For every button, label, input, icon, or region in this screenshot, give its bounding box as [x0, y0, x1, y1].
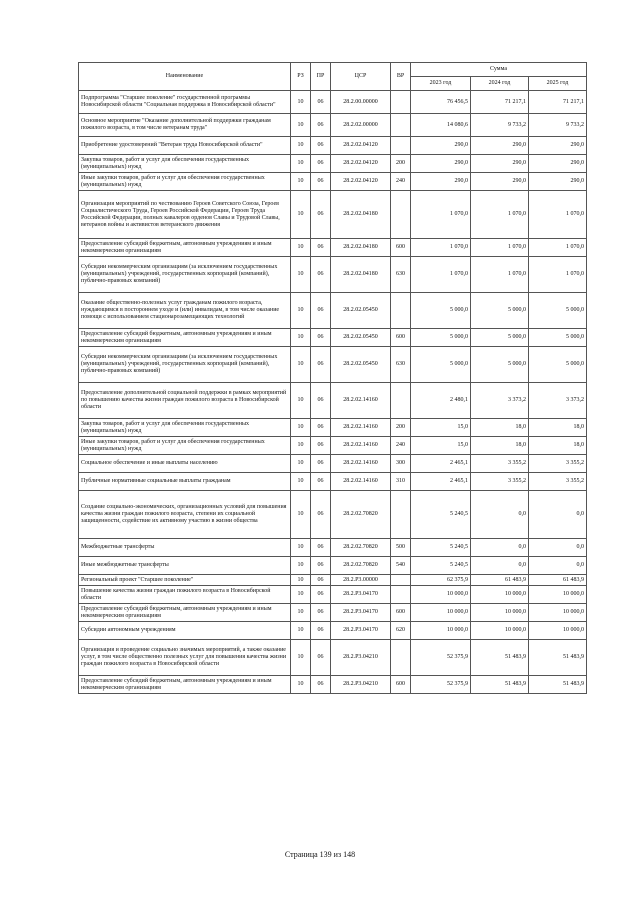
table-row: [79, 257, 587, 293]
page-number: Страница 139 из 148: [284, 850, 356, 859]
cell-csr: 28.2.P3.04170: [331, 604, 391, 622]
cell-pr: 06: [311, 293, 331, 329]
table-row: [79, 575, 587, 586]
cell-vr: [391, 191, 411, 239]
cell-rz: 10: [291, 473, 311, 491]
cell-name: Предоставление субсидий бюджетным, автономным учреждениям и иным некоммерческим организациям: [79, 239, 291, 257]
cell-pr: 06: [311, 329, 331, 347]
cell-pr: 06: [311, 586, 331, 604]
header-year-2023: 2023 год: [411, 77, 471, 91]
cell-csr: 28.2.02.00000: [331, 114, 391, 137]
cell-2023: 5 240,5: [411, 557, 471, 575]
cell-csr: 28.2.P3.00000: [331, 575, 391, 586]
cell-2024: 71 217,1: [471, 91, 529, 114]
cell-pr: 06: [311, 557, 331, 575]
cell-2025: 10 000,0: [529, 604, 587, 622]
cell-vr: 240: [391, 437, 411, 455]
cell-2023: 52 375,9: [411, 640, 471, 676]
header-vr: ВР: [391, 63, 411, 91]
cell-2025: 1 070,0: [529, 191, 587, 239]
cell-2025: 290,0: [529, 173, 587, 191]
cell-vr: [391, 114, 411, 137]
cell-2024: 290,0: [471, 155, 529, 173]
header-year-2024: 2024 год: [471, 77, 529, 91]
cell-csr: 28.2.02.70820: [331, 539, 391, 557]
cell-pr: 06: [311, 455, 331, 473]
cell-vr: [391, 640, 411, 676]
cell-vr: 310: [391, 473, 411, 491]
cell-rz: 10: [291, 491, 311, 539]
cell-vr: 600: [391, 604, 411, 622]
cell-name: Подпрограмма "Старшее поколение" государственной программы Новосибирской области "Социальная поддержка в Новосибирской области": [79, 91, 291, 114]
cell-2025: 1 070,0: [529, 239, 587, 257]
cell-pr: 06: [311, 491, 331, 539]
cell-2025: 1 070,0: [529, 257, 587, 293]
cell-name: Публичные нормативные социальные выплаты гражданам: [79, 473, 291, 491]
cell-2025: 10 000,0: [529, 586, 587, 604]
cell-pr: 06: [311, 437, 331, 455]
header-csr: ЦСР: [331, 63, 391, 91]
header-sum: Сумма: [411, 63, 587, 77]
cell-vr: [391, 91, 411, 114]
cell-csr: 28.2.P3.04210: [331, 640, 391, 676]
cell-name: Организация и проведение социально значимых мероприятий, а также оказание услуг, в том числе общественно полезных услуг для повышения качества жизни граждан пожилого возраста в Новосибирской области: [79, 640, 291, 676]
cell-2023: 2 465,1: [411, 473, 471, 491]
cell-pr: 06: [311, 383, 331, 419]
table-row: [79, 676, 587, 694]
cell-2023: 2 480,1: [411, 383, 471, 419]
table-row: [79, 586, 587, 604]
cell-rz: 10: [291, 586, 311, 604]
table-body: [79, 91, 587, 694]
table-row: [79, 329, 587, 347]
cell-2024: 0,0: [471, 557, 529, 575]
cell-2024: 5 000,0: [471, 347, 529, 383]
table-row: [79, 293, 587, 329]
cell-rz: 10: [291, 676, 311, 694]
cell-rz: 10: [291, 257, 311, 293]
cell-csr: 28.2.02.14160: [331, 473, 391, 491]
cell-2023: 15,0: [411, 419, 471, 437]
cell-2024: 10 000,0: [471, 586, 529, 604]
cell-2023: 5 240,5: [411, 491, 471, 539]
cell-2024: 10 000,0: [471, 604, 529, 622]
cell-2025: 0,0: [529, 539, 587, 557]
cell-csr: 28.2.02.05450: [331, 329, 391, 347]
cell-name: Иные закупки товаров, работ и услуг для обеспечения государственных (муниципальных) нужд: [79, 437, 291, 455]
cell-vr: 630: [391, 347, 411, 383]
table-row: [79, 640, 587, 676]
cell-2024: 51 483,9: [471, 640, 529, 676]
cell-2024: 3 373,2: [471, 383, 529, 419]
cell-pr: 06: [311, 347, 331, 383]
cell-rz: 10: [291, 557, 311, 575]
cell-name: Повышение качества жизни граждан пожилого возраста в Новосибирской области: [79, 586, 291, 604]
cell-2023: 10 000,0: [411, 586, 471, 604]
table-row: [79, 137, 587, 155]
cell-pr: 06: [311, 191, 331, 239]
cell-name: Оказание общественно-полезных услуг гражданам пожилого возраста, нуждающимся в постороннем уходе и (или) инвалидам, в том числе оказание помощи с использованием стационарозамещающих технологий: [79, 293, 291, 329]
cell-2023: 10 000,0: [411, 622, 471, 640]
cell-name: Предоставление дополнительной социальной поддержки в рамках мероприятий по повышению качества жизни граждан пожилого возраста в Новосибирской области: [79, 383, 291, 419]
cell-rz: 10: [291, 539, 311, 557]
cell-2025: 51 483,9: [529, 640, 587, 676]
cell-2023: 14 080,6: [411, 114, 471, 137]
cell-2023: 2 465,1: [411, 455, 471, 473]
cell-2024: 1 070,0: [471, 239, 529, 257]
table-row: [79, 91, 587, 114]
cell-name: Субсидии некоммерческим организациям (за исключением государственных (муниципальных) учреждений, государственных корпораций (компаний), публично-правовых компаний): [79, 257, 291, 293]
cell-2024: 3 355,2: [471, 455, 529, 473]
cell-csr: 28.2.02.70820: [331, 491, 391, 539]
cell-vr: 200: [391, 419, 411, 437]
table-row: [79, 557, 587, 575]
cell-2024: 9 733,2: [471, 114, 529, 137]
cell-pr: 06: [311, 622, 331, 640]
cell-csr: 28.2.00.00000: [331, 91, 391, 114]
cell-rz: 10: [291, 455, 311, 473]
header-year-2025: 2025 год: [529, 77, 587, 91]
cell-2025: 5 000,0: [529, 329, 587, 347]
table-row: [79, 191, 587, 239]
cell-vr: 630: [391, 257, 411, 293]
cell-csr: 28.2.02.14160: [331, 455, 391, 473]
cell-csr: 28.2.02.04180: [331, 191, 391, 239]
cell-rz: 10: [291, 604, 311, 622]
cell-2023: 10 000,0: [411, 604, 471, 622]
cell-csr: 28.2.P3.04210: [331, 676, 391, 694]
cell-2025: 5 000,0: [529, 347, 587, 383]
cell-rz: 10: [291, 155, 311, 173]
table-row: [79, 539, 587, 557]
cell-2025: 3 355,2: [529, 455, 587, 473]
cell-csr: 28.2.02.04180: [331, 257, 391, 293]
cell-rz: 10: [291, 137, 311, 155]
cell-vr: [391, 575, 411, 586]
cell-2024: 10 000,0: [471, 622, 529, 640]
cell-vr: 300: [391, 455, 411, 473]
cell-name: Региональный проект "Старшее поколение": [79, 575, 291, 586]
cell-vr: [391, 586, 411, 604]
cell-name: Предоставление субсидий бюджетным, автономным учреждениям и иным некоммерческим организациям: [79, 676, 291, 694]
cell-name: Социальное обеспечение и иные выплаты населению: [79, 455, 291, 473]
cell-pr: 06: [311, 91, 331, 114]
cell-csr: 28.2.02.05450: [331, 293, 391, 329]
cell-pr: 06: [311, 575, 331, 586]
cell-vr: [391, 491, 411, 539]
cell-2023: 5 000,0: [411, 347, 471, 383]
cell-vr: 500: [391, 539, 411, 557]
table-row: [79, 419, 587, 437]
cell-2024: 51 483,9: [471, 676, 529, 694]
cell-2024: 0,0: [471, 491, 529, 539]
cell-2024: 290,0: [471, 137, 529, 155]
cell-2023: 52 375,9: [411, 676, 471, 694]
cell-2023: 76 456,5: [411, 91, 471, 114]
table-row: [79, 114, 587, 137]
cell-name: Предоставление субсидий бюджетным, автономным учреждениям и иным некоммерческим организациям: [79, 604, 291, 622]
cell-rz: 10: [291, 329, 311, 347]
cell-name: Иные закупки товаров, работ и услуг для обеспечения государственных (муниципальных) нужд: [79, 173, 291, 191]
cell-vr: 620: [391, 622, 411, 640]
cell-pr: 06: [311, 539, 331, 557]
cell-name: Приобретение удостоверений "Ветеран труда Новосибирской области": [79, 137, 291, 155]
cell-2023: 5 000,0: [411, 329, 471, 347]
cell-2024: 61 483,9: [471, 575, 529, 586]
cell-2024: 5 000,0: [471, 293, 529, 329]
cell-rz: 10: [291, 173, 311, 191]
cell-2024: 1 070,0: [471, 191, 529, 239]
cell-2023: 1 070,0: [411, 239, 471, 257]
cell-name: Основное мероприятие "Оказание дополнительной поддержки гражданам пожилого возраста, в том числе ветеранам труда": [79, 114, 291, 137]
table-row: [79, 491, 587, 539]
cell-csr: 28.2.P3.04170: [331, 586, 391, 604]
cell-rz: 10: [291, 575, 311, 586]
cell-rz: 10: [291, 191, 311, 239]
cell-pr: 06: [311, 239, 331, 257]
cell-2025: 0,0: [529, 491, 587, 539]
cell-csr: 28.2.02.04120: [331, 137, 391, 155]
cell-name: Иные межбюджетные трансферты: [79, 557, 291, 575]
table-row: [79, 604, 587, 622]
cell-rz: 10: [291, 437, 311, 455]
cell-pr: 06: [311, 604, 331, 622]
cell-csr: 28.2.02.04120: [331, 155, 391, 173]
cell-vr: 240: [391, 173, 411, 191]
cell-rz: 10: [291, 640, 311, 676]
cell-rz: 10: [291, 114, 311, 137]
cell-pr: 06: [311, 676, 331, 694]
cell-pr: 06: [311, 257, 331, 293]
cell-csr: 28.2.02.14160: [331, 383, 391, 419]
cell-2023: 5 240,5: [411, 539, 471, 557]
cell-2024: 5 000,0: [471, 329, 529, 347]
cell-2024: 290,0: [471, 173, 529, 191]
cell-name: Предоставление субсидий бюджетным, автономным учреждениям и иным некоммерческим организациям: [79, 329, 291, 347]
cell-2023: 290,0: [411, 173, 471, 191]
cell-2023: 1 070,0: [411, 191, 471, 239]
cell-2025: 3 355,2: [529, 473, 587, 491]
cell-2024: 3 355,2: [471, 473, 529, 491]
cell-csr: 28.2.02.04180: [331, 239, 391, 257]
cell-csr: 28.2.P3.04170: [331, 622, 391, 640]
cell-pr: 06: [311, 155, 331, 173]
cell-2025: 10 000,0: [529, 622, 587, 640]
budget-table: [78, 62, 587, 694]
cell-name: Субсидии некоммерческим организациям (за исключением государственных (муниципальных) учреждений, государственных корпораций (компаний), публично-правовых компаний): [79, 347, 291, 383]
cell-2023: 290,0: [411, 155, 471, 173]
cell-2023: 290,0: [411, 137, 471, 155]
cell-csr: 28.2.02.04120: [331, 173, 391, 191]
cell-vr: 200: [391, 155, 411, 173]
cell-csr: 28.2.02.14160: [331, 437, 391, 455]
cell-name: Субсидии автономным учреждениям: [79, 622, 291, 640]
cell-2025: 51 483,9: [529, 676, 587, 694]
cell-2023: 15,0: [411, 437, 471, 455]
cell-2025: 9 733,2: [529, 114, 587, 137]
cell-pr: 06: [311, 473, 331, 491]
cell-pr: 06: [311, 114, 331, 137]
cell-name: Закупка товаров, работ и услуг для обеспечения государственных (муниципальных) нужд: [79, 419, 291, 437]
cell-2023: 1 070,0: [411, 257, 471, 293]
table-row: [79, 347, 587, 383]
cell-csr: 28.2.02.14160: [331, 419, 391, 437]
table-row: [79, 437, 587, 455]
cell-pr: 06: [311, 419, 331, 437]
table-row: [79, 455, 587, 473]
cell-2025: 71 217,1: [529, 91, 587, 114]
cell-pr: 06: [311, 137, 331, 155]
cell-vr: 600: [391, 329, 411, 347]
cell-2023: 62 375,9: [411, 575, 471, 586]
cell-rz: 10: [291, 383, 311, 419]
cell-2025: 0,0: [529, 557, 587, 575]
cell-csr: 28.2.02.70820: [331, 557, 391, 575]
cell-2025: 18,0: [529, 419, 587, 437]
cell-2024: 0,0: [471, 539, 529, 557]
cell-name: Межбюджетные трансферты: [79, 539, 291, 557]
table-row: [79, 383, 587, 419]
table-header: [79, 63, 587, 91]
table-row: [79, 173, 587, 191]
cell-vr: 540: [391, 557, 411, 575]
header-rz: РЗ: [291, 63, 311, 91]
cell-2024: 1 070,0: [471, 257, 529, 293]
cell-vr: [391, 293, 411, 329]
table-row: [79, 239, 587, 257]
cell-vr: 600: [391, 239, 411, 257]
cell-2025: 18,0: [529, 437, 587, 455]
cell-2025: 290,0: [529, 137, 587, 155]
table-row: [79, 155, 587, 173]
cell-2025: 290,0: [529, 155, 587, 173]
cell-name: Создание социально-экономических, организационных условий для повышения качества жизни граждан пожилого возраста, степени их социальной защищенности, содействие их активному участию в жизни общества: [79, 491, 291, 539]
cell-2023: 5 000,0: [411, 293, 471, 329]
header-name: Наименование: [79, 63, 291, 91]
cell-name: Организация мероприятий по чествованию Героев Советского Союза, Героев Социалистического Труда, Героев Российской Федерации, Героев Труда Российской Федерации, полных кавалеров орденов Славы и Трудовой Славы, ветеранов войны и активистов ветеранского движения: [79, 191, 291, 239]
cell-vr: [391, 137, 411, 155]
table-row: [79, 473, 587, 491]
cell-rz: 10: [291, 347, 311, 383]
cell-2024: 18,0: [471, 419, 529, 437]
cell-rz: 10: [291, 419, 311, 437]
cell-2024: 18,0: [471, 437, 529, 455]
cell-name: Закупка товаров, работ и услуг для обеспечения государственных (муниципальных) нужд: [79, 155, 291, 173]
header-pr: ПР: [311, 63, 331, 91]
cell-pr: 06: [311, 173, 331, 191]
cell-rz: 10: [291, 622, 311, 640]
cell-vr: 600: [391, 676, 411, 694]
cell-pr: 06: [311, 640, 331, 676]
cell-vr: [391, 383, 411, 419]
cell-rz: 10: [291, 91, 311, 114]
cell-2025: 3 373,2: [529, 383, 587, 419]
cell-2025: 61 483,9: [529, 575, 587, 586]
cell-rz: 10: [291, 293, 311, 329]
cell-csr: 28.2.02.05450: [331, 347, 391, 383]
table-row: [79, 622, 587, 640]
cell-rz: 10: [291, 239, 311, 257]
cell-2025: 5 000,0: [529, 293, 587, 329]
